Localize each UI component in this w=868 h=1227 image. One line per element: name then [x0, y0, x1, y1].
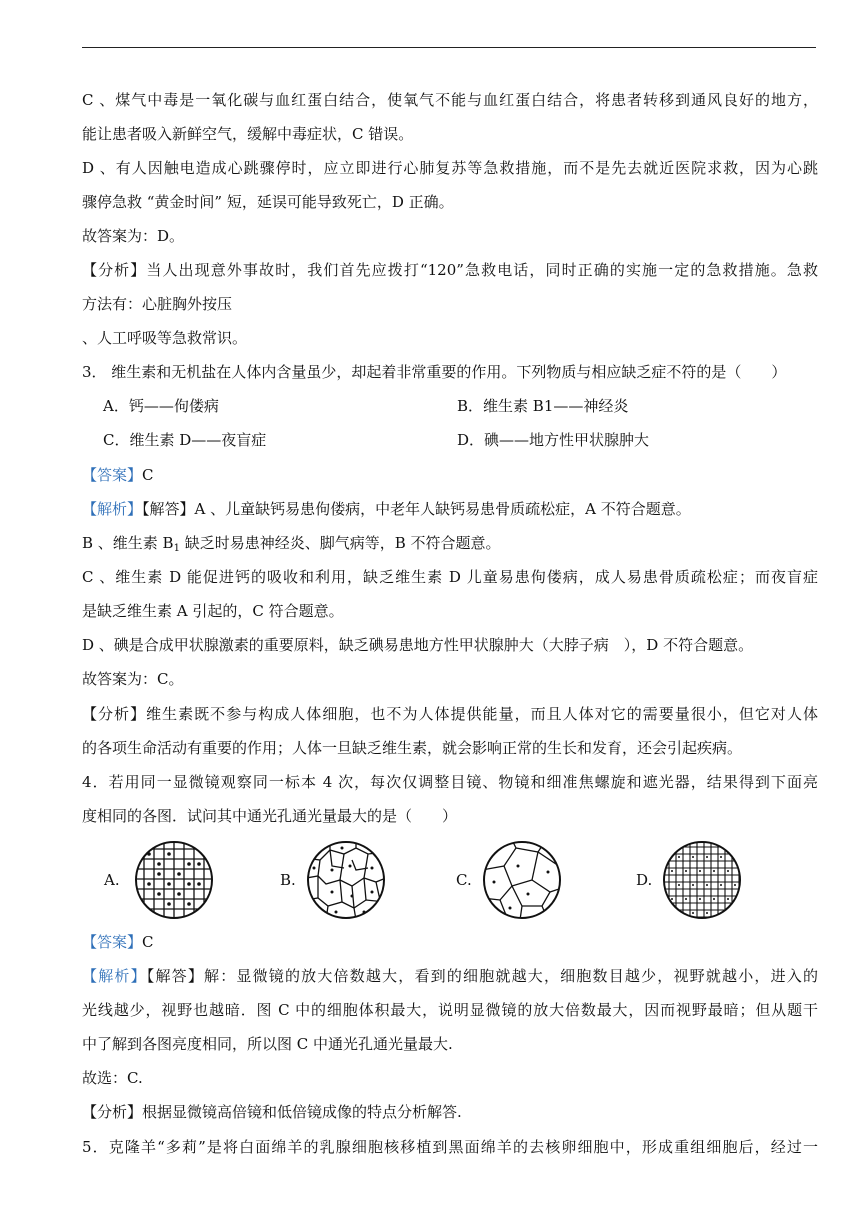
header-rule: [82, 47, 816, 48]
figure-d-label: D.: [636, 871, 653, 889]
figure-d-cells: [662, 840, 742, 920]
q3-result: 故答案为：C。: [82, 670, 184, 688]
q3-answer: 【答案】C: [82, 466, 154, 484]
q4-explain-line3: 中了解到各图亮度相同，所以图 C 中通光孔通光量最大.: [82, 1035, 453, 1053]
q2-analysis-line3: 、人工呼吸等急救常识。: [82, 329, 248, 347]
q3-option-b: B．维生素 B1——神经炎: [457, 397, 629, 415]
answer-tag: 【答案】: [82, 466, 143, 484]
q2-explain-c-line2: 能让患者吸入新鲜空气，缓解中毒症状，C 错误。: [82, 125, 414, 143]
q4-explain-line2: 光线越少，视野也越暗．图 C 中的细胞体积最大，说明显微镜的放大倍数最大，因而视野最暗；但从题干: [82, 1001, 818, 1019]
q3-option-d: D．碘——地方性甲状腺肿大: [457, 431, 650, 449]
figure-a-cells: [134, 840, 214, 920]
q4-result: 故选：C.: [82, 1069, 143, 1087]
q3-option-c: C．维生素 D——夜盲症: [103, 431, 267, 449]
q3-analysis-line1: 【分析】维生素既不参与构成人体细胞，也不为人体提供能量，而且人体对它的需要量很小，但它对人体: [82, 705, 818, 723]
q4-stem-line1: 4．若用同一显微镜观察同一标本 4 次，每次仅调整目镜、物镜和细准焦螺旋和遮光器，结果得到下面亮: [82, 773, 818, 791]
q3-explain-line1: 【解析】【解答】A 、儿童缺钙易患佝偻病，中老年人缺钙易患骨质疏松症，A 不符合题意。: [82, 500, 691, 518]
q4-answer: 【答案】C: [82, 933, 154, 951]
q5-stem-line1: 5．克隆羊“多莉”是将白面绵羊的乳腺细胞核移植到黑面绵羊的去核卵细胞中，形成重组细胞后，经过一: [82, 1138, 818, 1156]
q2-explain-d-line2: 骤停急救 “黄金时间” 短，延误可能导致死亡，D 正确。: [82, 193, 454, 211]
figure-c-label: C.: [456, 871, 472, 889]
explain-tag: 【解析】: [82, 967, 147, 985]
q4-analysis: 【分析】根据显微镜高倍镜和低倍镜成像的特点分析解答.: [82, 1103, 462, 1121]
q3-explain-c-line2: 是缺乏维生素 A 引起的，C 符合题意。: [82, 602, 344, 620]
figure-b-label: B.: [280, 871, 296, 889]
q3-explain-d: D 、碘是合成甲状腺激素的重要原料，缺乏碘易患地方性甲状腺肿大（大脖子病 ），D 不符合题意。: [82, 636, 754, 654]
figure-a-label: A.: [104, 871, 120, 889]
q4-explain-line1: 【解析】【解答】解：显微镜的放大倍数越大，看到的细胞就越大，细胞数目越少，视野就越小，进入的: [82, 967, 818, 985]
q2-explain-d-line1: D 、有人因触电造成心跳骤停时，应立即进行心肺复苏等急救措施，而不是先去就近医院求救，因为心跳: [82, 159, 818, 177]
q3-analysis-line2: 的各项生命活动有重要的作用；人体一旦缺乏维生素，就会影响正常的生长和发育，还会引起疾病。: [82, 739, 743, 757]
q2-analysis-line1: 【分析】当人出现意外事故时，我们首先应拨打“120”急救电话，同时正确的实施一定的急救措施。急救: [82, 261, 818, 279]
q2-analysis-line2: 方法有：心脏胸外按压: [82, 295, 233, 313]
analysis-tag: 【分析】: [82, 261, 147, 279]
q3-explain-b: B 、维生素 $B_1$ 缺乏时易患神经炎、脚气病等，B 不符合题意。: [82, 534, 501, 554]
analysis-tag: 【分析】: [82, 705, 147, 723]
q2-result: 故答案为：D。: [82, 227, 185, 245]
q4-stem-line2: 度相同的各图．试问其中通光孔通光量最大的是（ ）: [82, 807, 458, 825]
figure-b-cells: [306, 840, 386, 920]
q3-option-a: A．钙——佝偻病: [103, 397, 219, 415]
q3-stem: 3． 维生素和无机盐在人体内含量虽少，却起着非常重要的作用。下列物质与相应缺乏症不符的是（ ）: [82, 363, 787, 381]
q2-explain-c-line1: C 、煤气中毒是一氧化碳与血红蛋白结合，使氧气不能与血红蛋白结合，将患者转移到通风良好的地方，: [82, 91, 818, 109]
figure-c-cells: [482, 840, 562, 920]
q3-explain-c-line1: C 、维生素 D 能促进钙的吸收和利用，缺乏维生素 D 儿童易患佝偻病，成人易患骨质疏松症；而夜盲症: [82, 568, 818, 586]
analysis-tag: 【分析】: [82, 1103, 143, 1121]
explain-tag: 【解析】: [82, 500, 143, 518]
answer-tag: 【答案】: [82, 933, 143, 951]
